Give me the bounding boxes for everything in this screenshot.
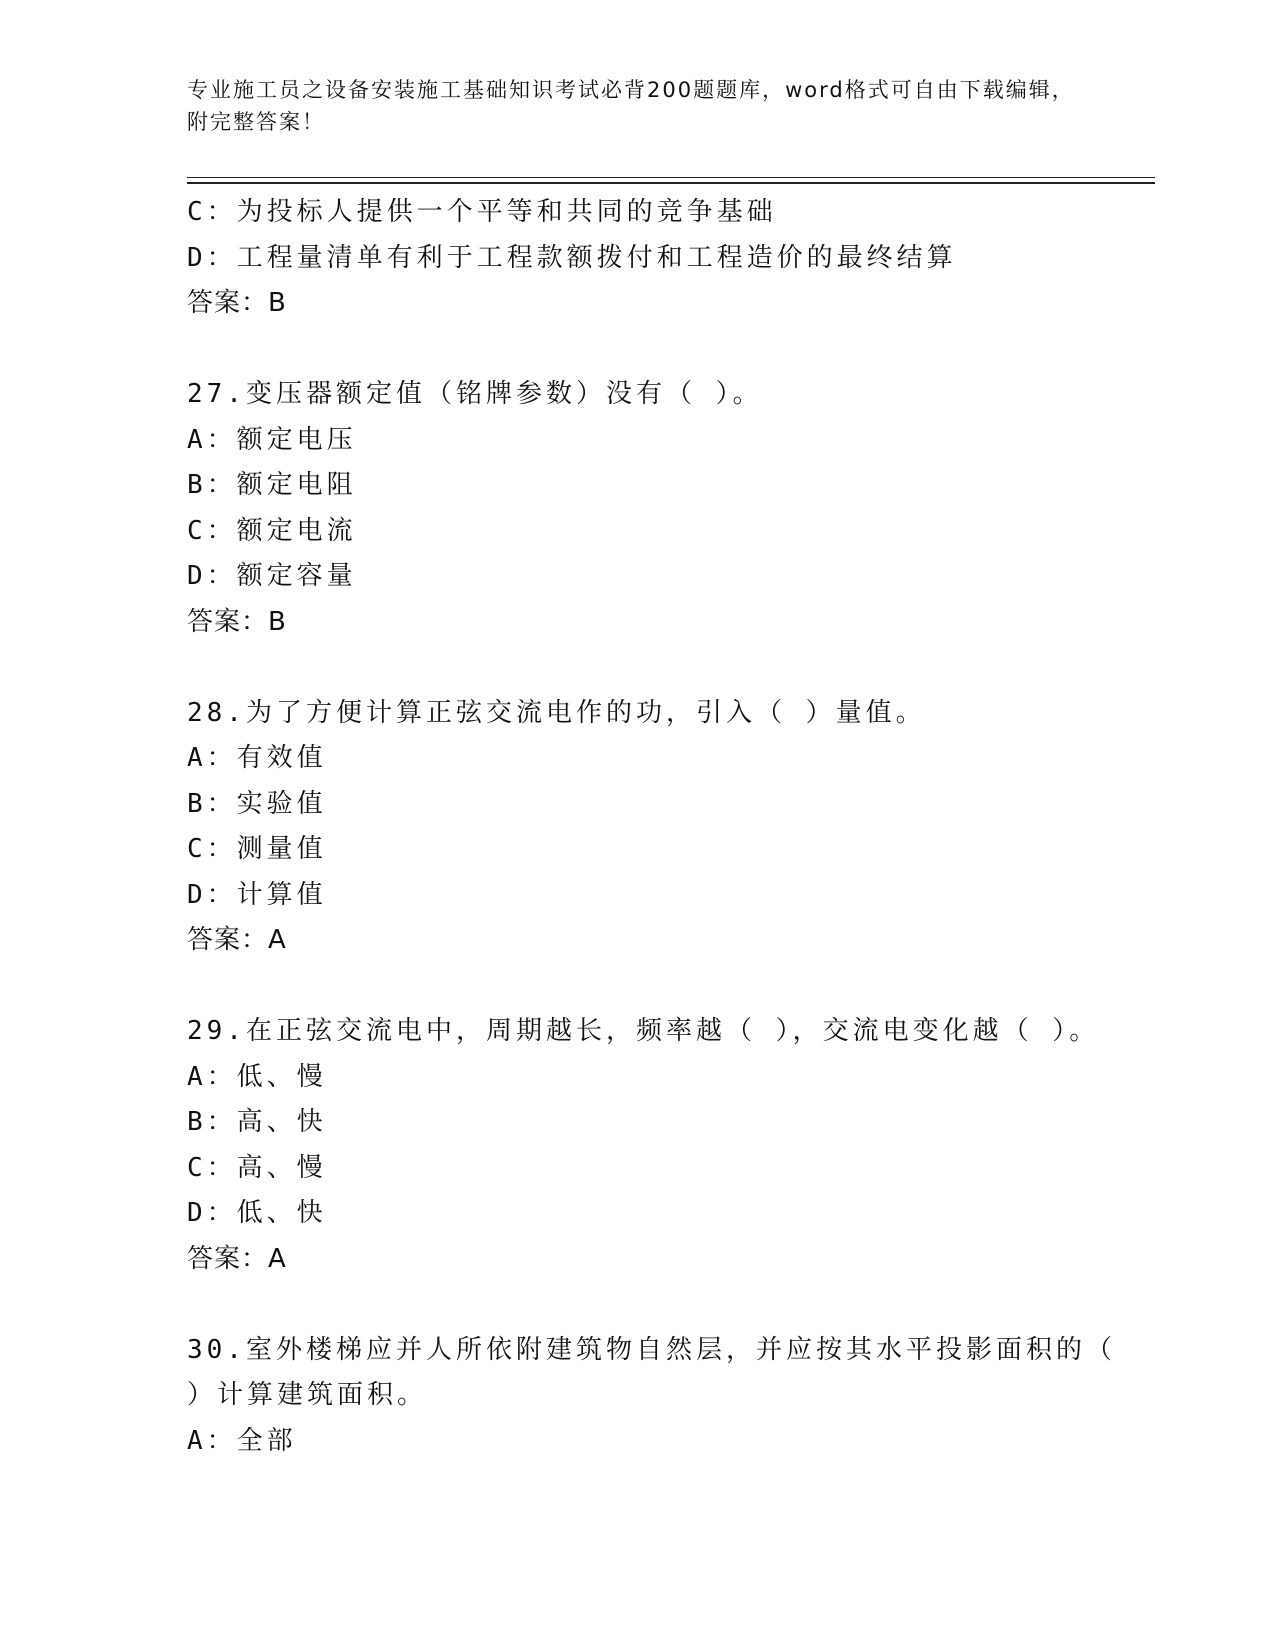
option-a: A：低、慢 — [187, 1061, 327, 1092]
document-header: 专业施工员之设备安装施工基础知识考试必背200题题库，word格式可自由下载编辑，附完整答案！ — [187, 78, 1075, 134]
document-body — [187, 190, 1116, 1464]
option-d: D：工程量清单有利于工程款额拨付和工程造价的最终结算 — [187, 242, 957, 273]
spacer — [187, 964, 1107, 1010]
question-stem: 28.为了方便计算正弦交流电作的功，引入（ ）量值。 — [187, 697, 926, 728]
option-d: D：计算值 — [187, 879, 327, 910]
header-divider — [187, 177, 1155, 184]
option-d: D：低、快 — [187, 1198, 327, 1228]
answer-line: 答案：A — [187, 1243, 287, 1274]
option-b: B：实验值 — [187, 788, 327, 819]
answer-line: 答案：B — [187, 288, 287, 318]
answer-line: 答案：A — [187, 925, 287, 955]
question-stem-continued: ）计算建筑面积。 — [187, 1380, 428, 1410]
question-stem: 29.在正弦交流电中，周期越长，频率越（ ），交流电变化越（ ）。 — [187, 1016, 1100, 1046]
option-a: A：额定电压 — [187, 424, 357, 455]
option-c: C：测量值 — [187, 834, 327, 864]
option-a: A：有效值 — [187, 743, 327, 773]
spacer — [187, 327, 1107, 373]
option-c: C：高、慢 — [187, 1152, 327, 1183]
option-c: C：额定电流 — [187, 515, 357, 546]
option-d: D：额定容量 — [187, 561, 357, 591]
spacer — [187, 1282, 1107, 1328]
question-stem: 30.室外楼梯应并人所依附建筑物自然层，并应按其水平投影面积的（ — [187, 1334, 1116, 1365]
option-b: B：额定电阻 — [187, 470, 357, 500]
question-stem: 27.变压器额定值（铭牌参数）没有（ ）。 — [187, 379, 763, 409]
spacer — [187, 645, 1107, 691]
option-b: B：高、快 — [187, 1107, 327, 1137]
answer-line: 答案：B — [187, 606, 287, 637]
option-a: A：全部 — [187, 1425, 297, 1456]
option-c: C：为投标人提供一个平等和共同的竞争基础 — [187, 197, 777, 227]
